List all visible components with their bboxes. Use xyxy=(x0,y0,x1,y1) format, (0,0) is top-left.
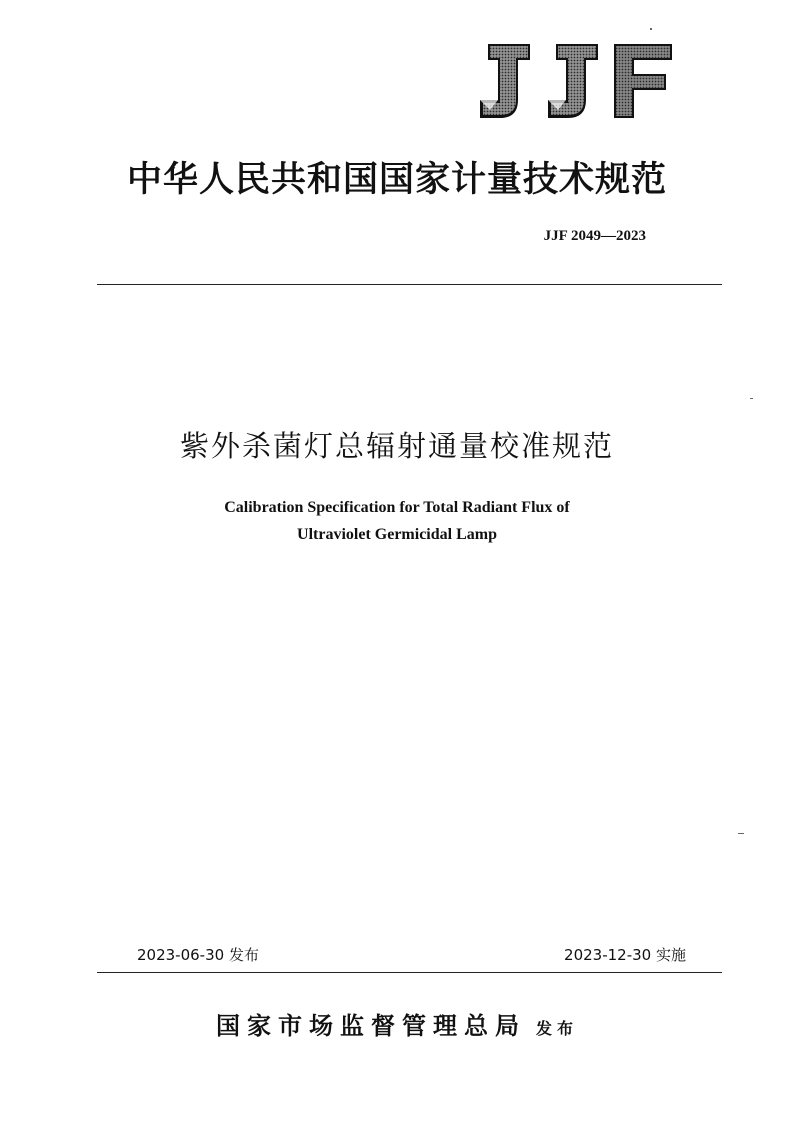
publisher-line xyxy=(0,1006,794,1041)
publisher-action: 发布 xyxy=(535,1019,578,1038)
publish-date: 2023-06-30 发布 xyxy=(137,946,259,964)
spec-title-english-line2: Ultraviolet Germicidal Lamp xyxy=(297,526,497,543)
page-title: 中华人民共和国国家计量技术规范 xyxy=(126,160,667,200)
implement-date: 2023-12-30 实施 xyxy=(564,946,686,964)
scan-speck xyxy=(738,833,744,834)
spec-title-chinese: 紫外杀菌灯总辐射通量校准规范 xyxy=(179,429,614,463)
bottom-divider xyxy=(97,972,722,973)
publisher-org: 国家市场监督管理总局 xyxy=(215,1011,526,1040)
document-code: JJF 2049—2023 xyxy=(543,228,646,244)
top-divider xyxy=(97,284,722,285)
logo-letter-j1 xyxy=(480,44,530,118)
logo-letter-j2 xyxy=(548,44,598,118)
jjf-logo-icon xyxy=(468,38,678,124)
logo-letter-f xyxy=(614,44,672,118)
scan-speck xyxy=(750,398,753,399)
scan-speck xyxy=(650,28,652,30)
spec-title-english-line1: Calibration Specification for Total Radiant Flux of xyxy=(224,499,570,516)
